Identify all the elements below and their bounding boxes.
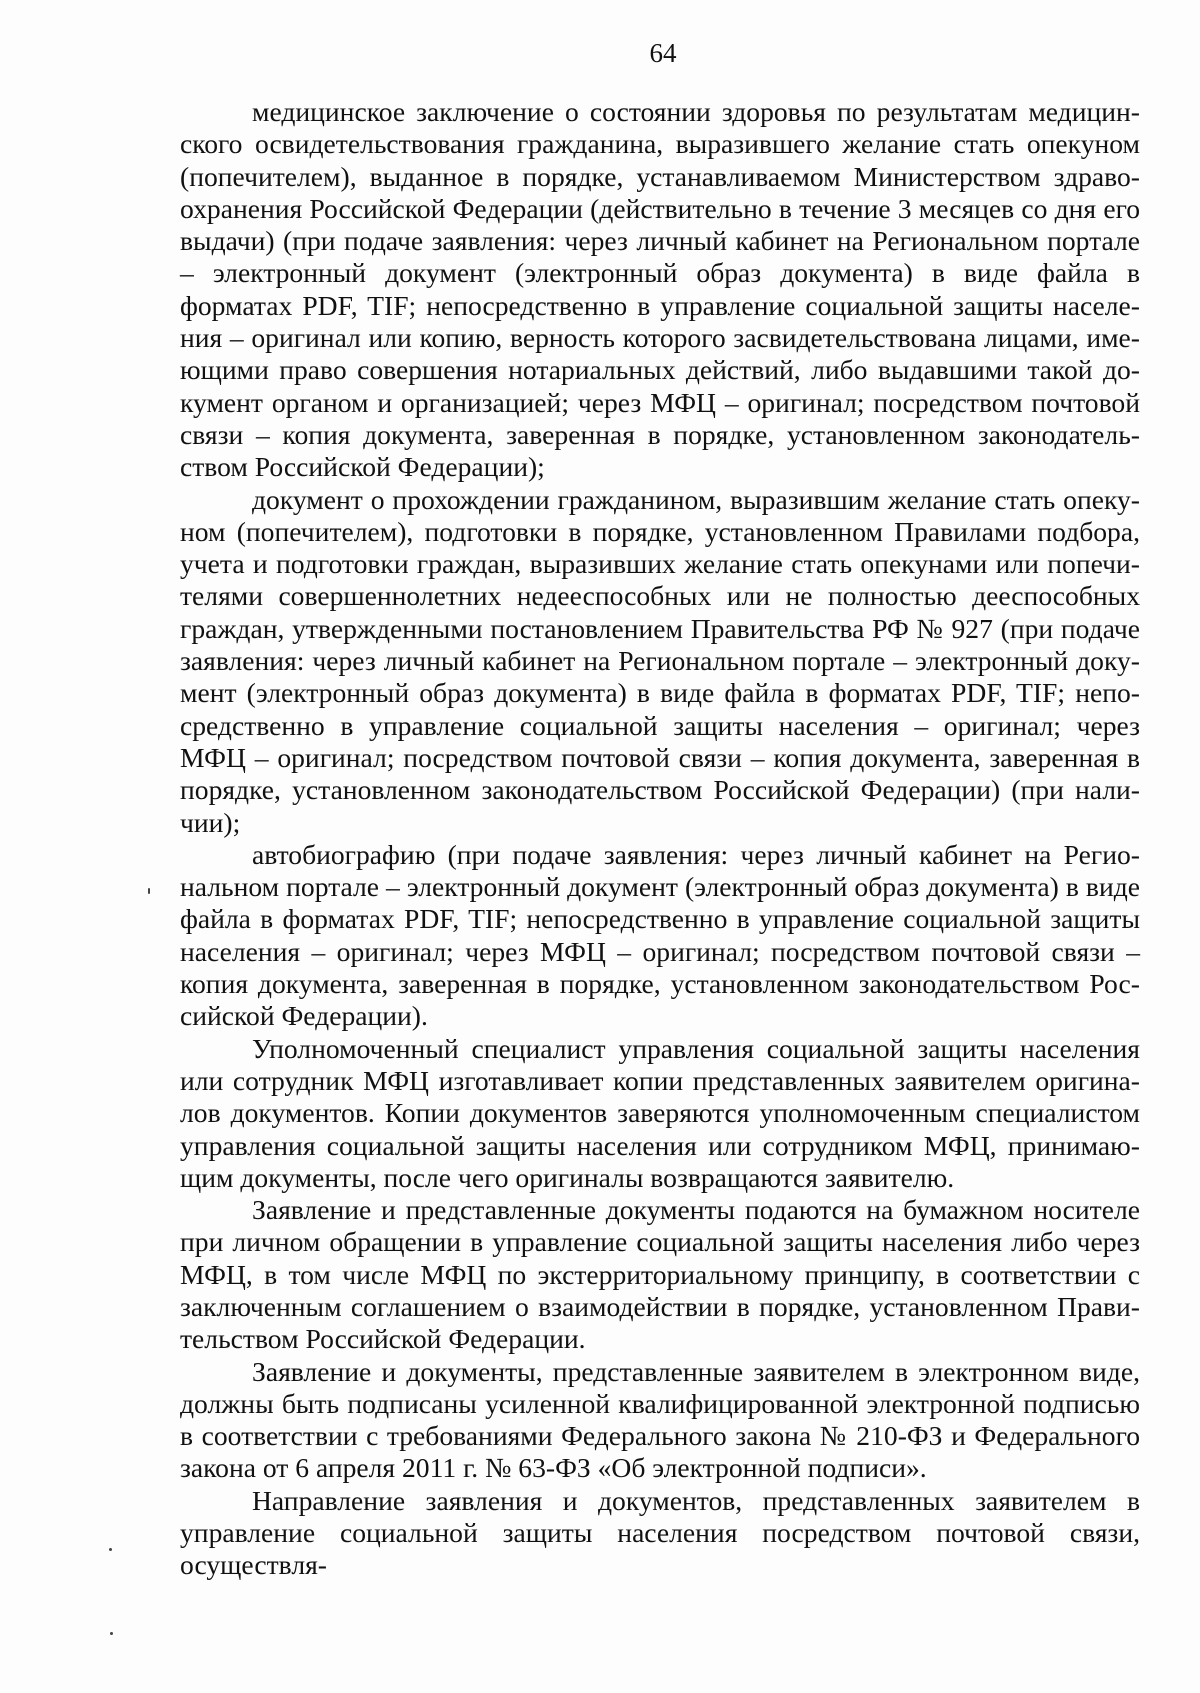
paragraph-training-document: документ о прохождении гражданином, выразившим желание стать опекуном (попечителем), подготовки в порядке, установленном Правилами подбора, учета и подготовки граждан, выразивших желание стать опекунами или попечителями совершеннолетних недееспособных или не полностью дееспособных граждан, утвержденными постановлением Правительства РФ № 927 (при подаче заявления: через личный кабинет на Региональном портале – электронный документ (электронный образ документа) в виде файла в форматах PDF, TIF; непосредственно в управление социальной защиты населения – оригинал; через МФЦ – оригинал; посредством почтовой связи – копия документа, заверенная в порядке, установленном законодательством Российской Федерации) (при наличии); bbox=[180, 483, 1140, 838]
scan-speck bbox=[148, 888, 150, 894]
paragraph-medical-certificate: медицинское заключение о состоянии здоровья по результатам медицинского освидетельствования гражданина, выразившего желание стать опекуном (попечителем), выданное в порядке, устанавливаемом Министерством здравоохранения Российской Федерации (действительно в течение 3 месяцев со дня его выдачи) (при подаче заявления: через личный кабинет на Региональном портале – электронный документ (электронный образ документа) в виде файла в форматах PDF, TIF; непосредственно в управление социальной защиты населения – оригинал или копию, верность которого засвидетельствована лицами, имеющими право совершения нотариальных действий, либо выдавшими такой документ органом и организацией; через МФЦ – оригинал; посредством почтовой связи – копия документа, заверенная в порядке, установленном законодательством Российской Федерации); bbox=[180, 96, 1140, 483]
scan-speck bbox=[110, 1632, 113, 1635]
paragraph-postal-submission: Направление заявления и документов, представленных заявителем в управление социальной защиты населения посредством почтовой связи, осуществля- bbox=[180, 1484, 1140, 1581]
paragraph-electronic-signature: Заявление и документы, представленные заявителем в электронном виде, должны быть подписаны усиленной квалифицированной электронной подписью в соответствии с требованиями Федерального закона № 210-ФЗ и Федерального закона от 6 апреля 2011 г. № 63-ФЗ «Об электронной подписи». bbox=[180, 1355, 1140, 1484]
page-number: 64 bbox=[649, 38, 677, 68]
paragraph-paper-submission: Заявление и представленные документы подаются на бумажном носителе при личном обращении в управление социальной защиты населения либо через МФЦ, в том числе МФЦ по экстерриториальному принципу, в соответствии с заключенным соглашением о взаимодействии в порядке, установленном Правительством Российской Федерации. bbox=[180, 1194, 1140, 1355]
document-body bbox=[180, 96, 1140, 1582]
paragraph-autobiography: автобиографию (при подаче заявления: через личный кабинет на Региональном портале – электронный документ (электронный образ документа) в виде файла в форматах PDF, TIF; непосредственно в управление социальной защиты населения – оригинал; через МФЦ – оригинал; посредством почтовой связи – копия документа, заверенная в порядке, установленном законодательством Российской Федерации). bbox=[180, 838, 1140, 1032]
scan-speck bbox=[109, 1548, 112, 1551]
paragraph-copies-certification: Уполномоченный специалист управления социальной защиты населения или сотрудник МФЦ изготавливает копии представленных заявителем оригиналов документов. Копии документов заверяются уполномоченным специалистом управления социальной защиты населения или сотрудником МФЦ, принимающим документы, после чего оригиналы возвращаются заявителю. bbox=[180, 1032, 1140, 1193]
